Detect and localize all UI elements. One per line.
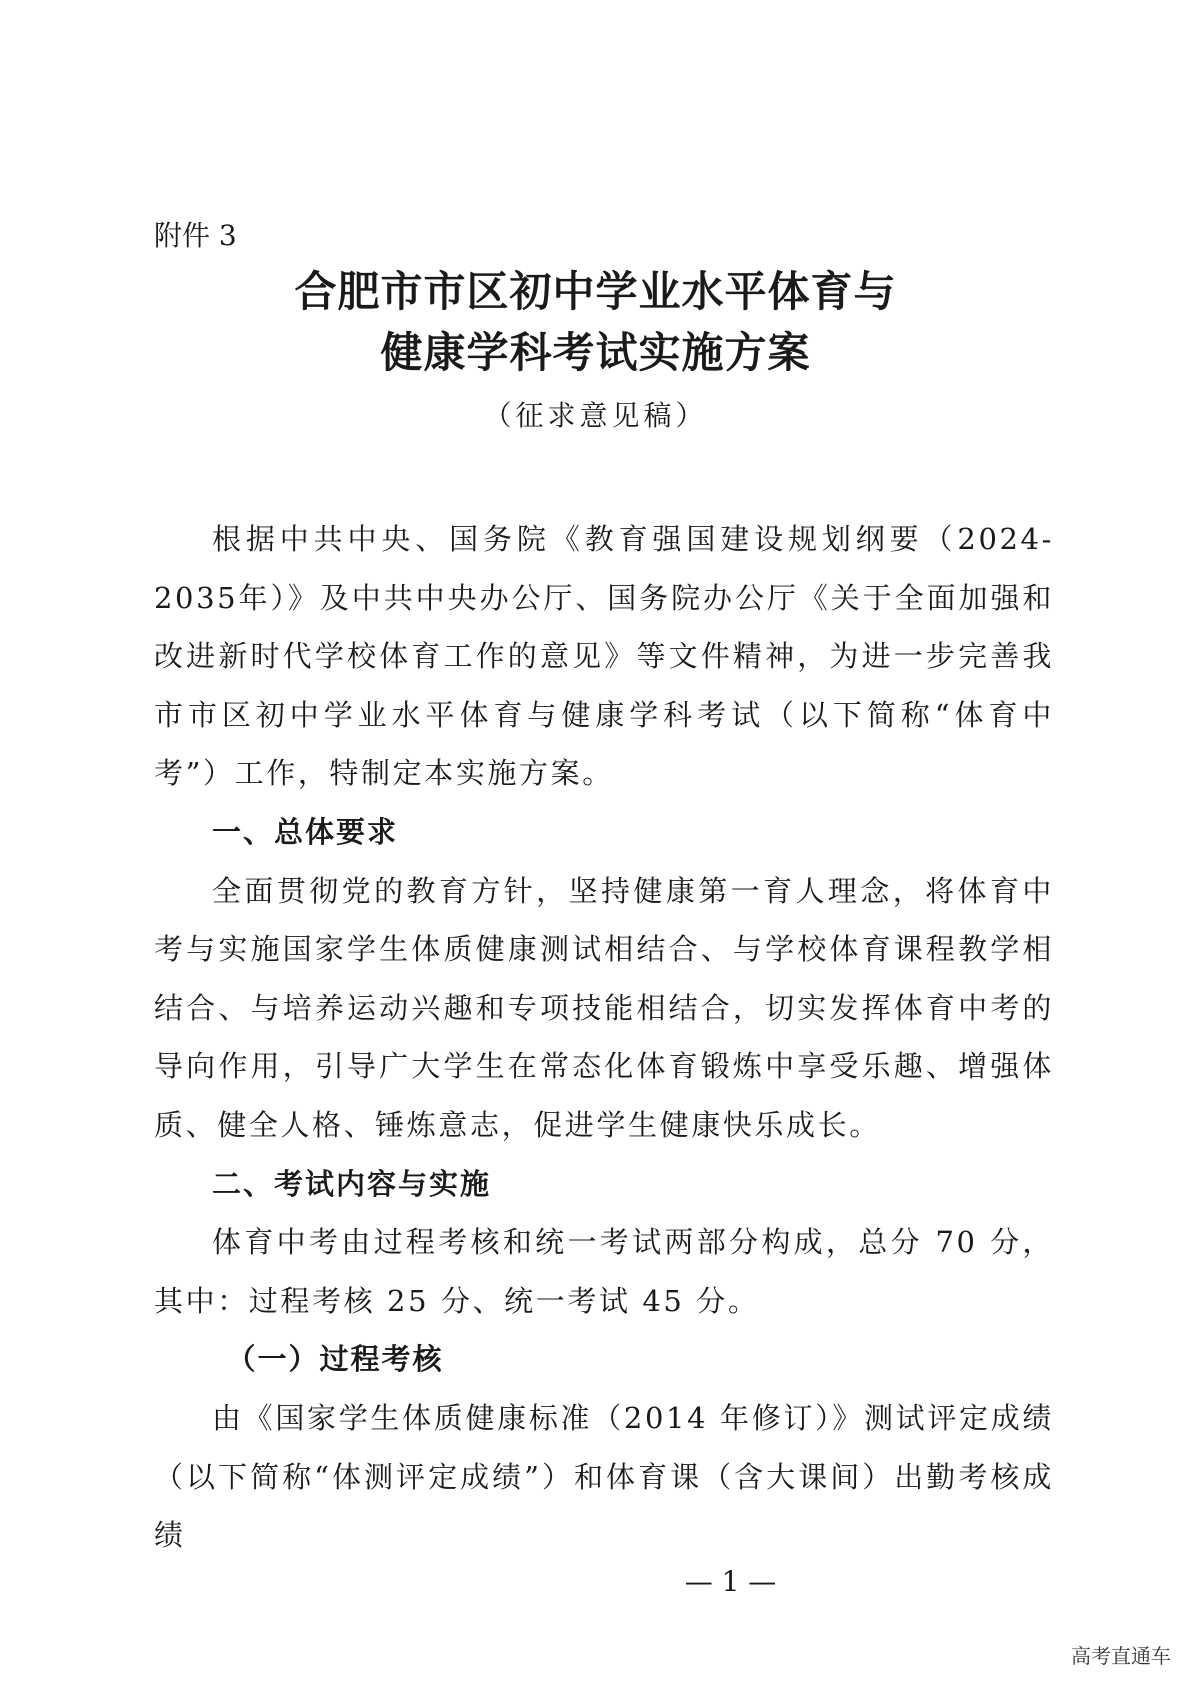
page-number: — 1 —	[684, 1565, 777, 1598]
attachment-label: 附件 3	[154, 219, 237, 252]
section-heading-general: 一、总体要求	[212, 814, 399, 849]
subsection-heading-process: （一）过程考核	[226, 1342, 444, 1377]
document-body	[154, 510, 1054, 1565]
document-subtitle: （征求意见稿）	[483, 399, 708, 432]
intro-paragraph: 根据中共中央、国务院《教育强国建设规划纲要（2024-2035年）》及中共中央办公厅、国务院办公厅《关于全面加强和改进新时代学校体育工作的意见》等文件精神，为进一步完善我市市区初中学业水平体育与健康学科考试（以下简称“体育中考”）工作，特制定本实施方案。	[154, 522, 1054, 791]
watermark-text: 高考直通车	[1071, 1644, 1171, 1668]
document-title-line-2: 健康学科考试实施方案	[380, 328, 811, 377]
section-heading-content: 二、考试内容与实施	[212, 1166, 492, 1201]
document-title-line-1: 合肥市市区初中学业水平体育与	[294, 267, 897, 316]
general-requirements-paragraph: 全面贯彻党的教育方针，坚持健康第一育人理念，将体育中考与实施国家学生体质健康测试相结合、与学校体育课程教学相结合、与培养运动兴趣和专项技能相结合，切实发挥体育中考的导向作用，引导广大学生在常态化体育锻炼中享受乐趣、增强体质、健全人格、锤炼意志，促进学生健康快乐成长。	[154, 873, 1054, 1142]
exam-structure-paragraph: 体育中考由过程考核和统一考试两部分构成，总分 70 分，其中：过程考核 25 分、统一考试 45 分。	[154, 1225, 1054, 1318]
process-assessment-paragraph: 由《国家学生体质健康标准（2014 年修订）》测试评定成绩（以下简称“体测评定成绩”）和体育课（含大课间）出勤考核成绩	[154, 1400, 1054, 1553]
